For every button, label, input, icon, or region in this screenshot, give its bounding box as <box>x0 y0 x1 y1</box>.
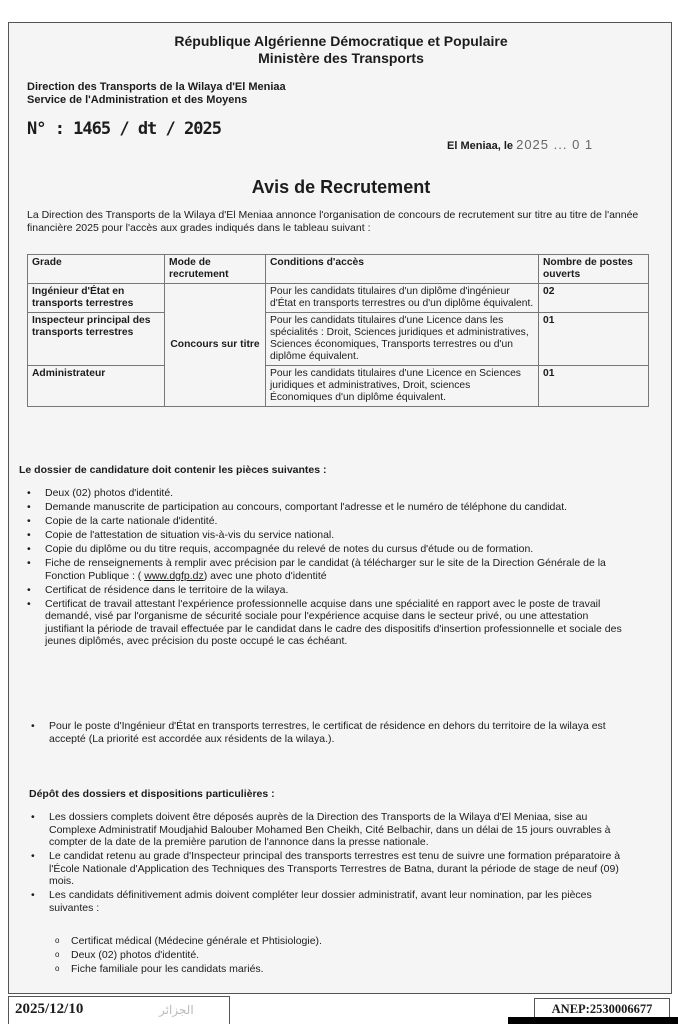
issuing-office <box>27 81 286 107</box>
reference-number: N° : 1465 / dt / 2025 <box>27 119 221 139</box>
newspaper-name: الجزائر <box>159 1003 194 1017</box>
list-item: o Certificat médical (Médecine générale et Phtisiologie). <box>13 935 633 948</box>
place-label: El Meniaa, le <box>447 140 514 152</box>
grade-cell: Ingénieur d'État en transports terrestres <box>28 284 165 313</box>
list-item: • Copie du diplôme ou du titre requis, accompagnée du relevé de notes du cursus d'étude ou de formation. <box>9 543 629 556</box>
conditions-cell: Pour les candidats titulaires d'une Licence dans les spécialités : Droit, Sciences juridiques et administratives, Sciences économiques, Transports terrestres ou d'un diplôme équivalent. <box>266 313 539 366</box>
header-posts: Nombre de postes ouverts <box>539 255 649 284</box>
list-item: • Copie de la carte nationale d'identité. <box>9 515 629 528</box>
dgfp-link[interactable]: www.dgfp.dz <box>144 569 204 582</box>
recruitment-table <box>27 254 649 407</box>
depot-list <box>13 811 633 916</box>
table-row <box>28 284 649 313</box>
conditions-cell: Pour les candidats titulaires d'une Licence en Sciences juridiques et administratives, Droit, sciences Économiques d'un diplôme équivalent. <box>266 366 539 407</box>
fiche-text-end: ) avec une photo d'identité <box>203 569 327 582</box>
list-item: • Les candidats définitivement admis doivent compléter leur dossier administratif, avant leur nomination, par les pièces suivantes : <box>13 889 633 914</box>
list-item: • Le candidat retenu au grade d'Inspecteur principal des transports terrestres est tenu de suivre une formation préparatoire à l'École Nationale d'Application des Techniques des Transports Terrestres de Batna, durant la période de stage de neuf (09) mois. <box>13 850 633 888</box>
note-list <box>13 720 633 747</box>
list-item: • Les dossiers complets doivent être déposés auprès de la Direction des Transports de la Wilaya d'El Meniaa, sise au Complexe Administratif Moudjahid Balouber Mohamed Ben Cheikh, Cité Belbachir, dans un délai de 15 jours ouvrables à compter de la date de la première parution de l'annonce dans la presse nationale. <box>13 811 633 849</box>
header-mode: Mode de recrutement <box>165 255 266 284</box>
list-item: • Certificat de travail attestant l'expérience professionnelle acquise dans une spécialité en rapport avec le poste de travail demandé, visé par l'organisme de sécurité sociale pour l'expérience acquise dans le secteur privé, ou une attestation justifiant la période de travail effectuée par le candidat dans le cadre des dispositifs d'insertion professionnelle et sociale des jeunes diplômés, avec précision du poste occupé le cas échéant. <box>9 598 629 648</box>
footer-bar <box>508 1017 678 1024</box>
grade-cell: Administrateur <box>28 366 165 407</box>
grade-cell: Inspecteur principal des transports terrestres <box>28 313 165 366</box>
publication-date-box <box>8 996 230 1024</box>
service-name: Service de l'Administration et des Moyens <box>27 94 248 106</box>
place-date <box>447 137 593 152</box>
handwritten-date: 2025 ... 0 1 <box>516 137 594 152</box>
dossier-heading: Le dossier de candidature doit contenir les pièces suivantes : <box>19 464 327 476</box>
depot-heading: Dépôt des dossiers et dispositions particulières : <box>29 788 275 800</box>
page-title: Avis de Recrutement <box>251 177 431 197</box>
table-row <box>28 313 649 366</box>
posts-cell: 01 <box>539 366 649 407</box>
ministry-heading: Ministère des Transports <box>258 50 424 66</box>
anep-reference: ANEP:2530006677 <box>534 998 670 1018</box>
list-item: o Deux (02) photos d'identité. <box>13 949 633 962</box>
list-item: • Certificat de résidence dans le territoire de la wilaya. <box>9 584 629 597</box>
list-item: o Fiche familiale pour les candidats mariés. <box>13 963 633 976</box>
list-item: • Deux (02) photos d'identité. <box>9 487 629 500</box>
posts-cell: 02 <box>539 284 649 313</box>
intro-paragraph: La Direction des Transports de la Wilaya d'El Meniaa annonce l'organisation de concours de recrutement sur titre au titre de l'année financière 2025 pour l'accès aux grades indiqués dans le tableau suivant : <box>27 209 639 234</box>
additional-documents-list <box>13 935 633 977</box>
republic-heading: République Algérienne Démocratique et Populaire <box>174 33 508 49</box>
publication-date: 2025/12/10 <box>15 1001 84 1017</box>
table-header-row <box>28 255 649 284</box>
conditions-cell: Pour les candidats titulaires d'un diplôme d'ingénieur d'État en transports terrestres ou d'un diplôme équivalent. <box>266 284 539 313</box>
list-item: • Copie de l'attestation de situation vis-à-vis du service national. <box>9 529 629 542</box>
header-grade: Grade <box>28 255 165 284</box>
dossier-list <box>9 487 629 649</box>
list-item: • Demande manuscrite de participation au concours, comportant l'adresse et le numéro de téléphone du candidat. <box>9 501 629 514</box>
posts-cell: 01 <box>539 313 649 366</box>
header-conditions: Conditions d'accès <box>266 255 539 284</box>
list-item <box>9 557 629 582</box>
mode-cell: Concours sur titre <box>165 284 266 407</box>
direction-name: Direction des Transports de la Wilaya d'El Meniaa <box>27 81 286 93</box>
list-item: • Pour le poste d'Ingénieur d'État en transports terrestres, le certificat de résidence en dehors du territoire de la wilaya est accepté (La priorité est accordée aux résidents de la wilaya.). <box>13 720 633 745</box>
table-row <box>28 366 649 407</box>
fiche-text: Fiche de renseignements à remplir avec précision par le candidat (à télécharger sur le site de la Direction Générale de la Fonction Publique : ( <box>45 557 606 582</box>
document-page <box>8 22 672 994</box>
